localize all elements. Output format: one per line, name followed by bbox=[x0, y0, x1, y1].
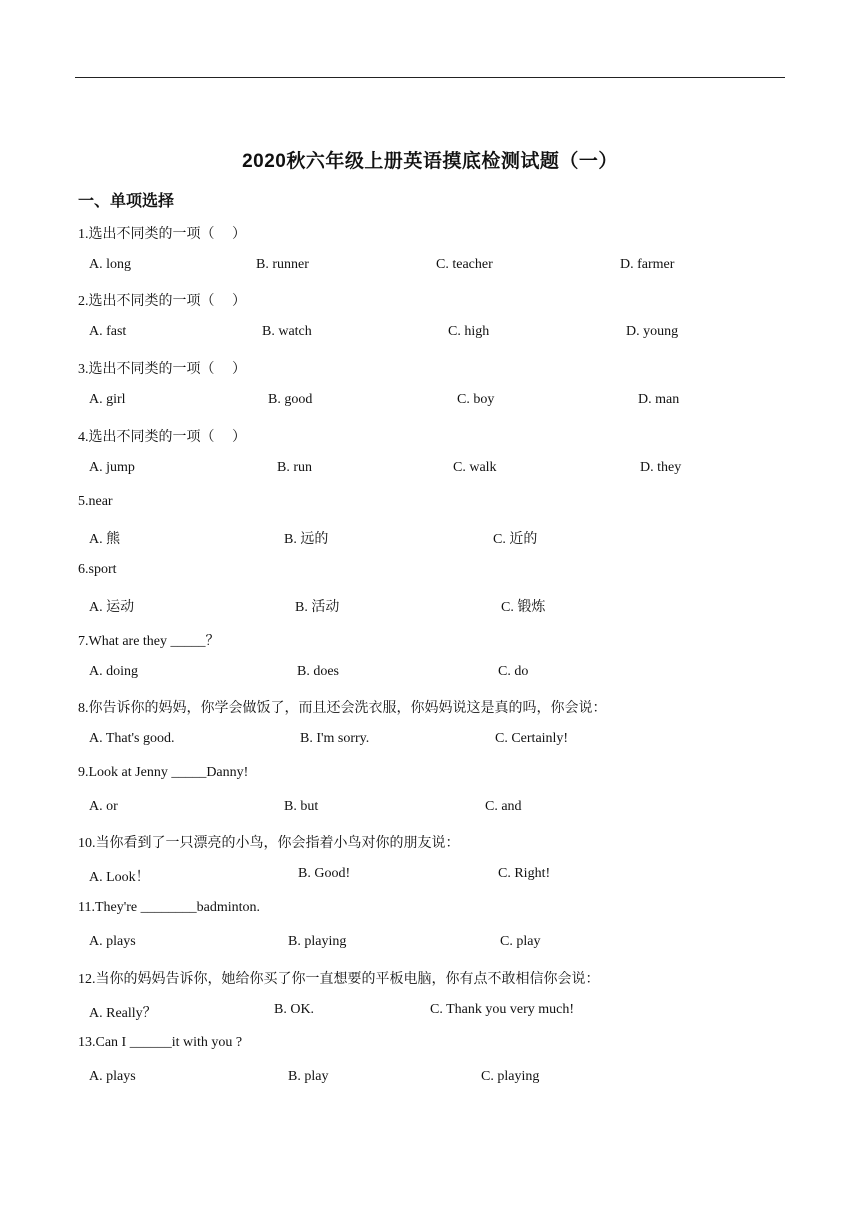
answer-option: C. do bbox=[498, 664, 529, 679]
question-stem: 1.选出不同类的一项（ ） bbox=[78, 227, 246, 242]
question-stem: 2.选出不同类的一项（ ） bbox=[78, 294, 246, 309]
answer-option: A. or bbox=[89, 799, 118, 814]
answer-option: B. playing bbox=[288, 934, 347, 949]
answer-option: C. Certainly! bbox=[495, 731, 569, 746]
answer-option: B. 远的 bbox=[284, 532, 329, 547]
answer-option: C. play bbox=[500, 934, 541, 949]
answer-option: A. plays bbox=[89, 934, 136, 949]
answer-option: B. run bbox=[277, 460, 312, 475]
answer-option: B. good bbox=[268, 392, 313, 407]
answer-option: A. Really？ bbox=[89, 1006, 157, 1021]
question-stem: 3.选出不同类的一项（ ） bbox=[78, 362, 246, 377]
answer-option: A. 熊 bbox=[89, 532, 121, 547]
question-stem: 8.你告诉你的妈妈，你学会做饭了，而且还会洗衣服，你妈妈说这是真的吗，你会说： bbox=[78, 701, 607, 716]
answer-option: B. runner bbox=[256, 257, 309, 272]
answer-option: A. Look！ bbox=[89, 870, 150, 885]
answer-option: C. teacher bbox=[436, 257, 493, 272]
question-stem: 5.near bbox=[78, 494, 113, 509]
header-rule bbox=[75, 77, 785, 78]
question-stem: 12.当你的妈妈告诉你，她给你买了你一直想要的平板电脑，你有点不敢相信你会说： bbox=[78, 972, 600, 987]
answer-option: B. Good! bbox=[298, 866, 351, 881]
question-stem: 7.What are they _____？ bbox=[78, 634, 220, 649]
answer-option: D. young bbox=[626, 324, 679, 339]
answer-option: B. watch bbox=[262, 324, 312, 339]
section-heading: 一、单项选择 bbox=[78, 193, 175, 210]
answer-option: B. OK. bbox=[274, 1002, 315, 1017]
question-stem: 13.Can I ______it with you ? bbox=[78, 1035, 243, 1050]
answer-option: B. play bbox=[288, 1069, 329, 1084]
answer-option: A. fast bbox=[89, 324, 127, 339]
answer-option: D. man bbox=[638, 392, 680, 407]
answer-option: B. 活动 bbox=[295, 600, 340, 615]
question-stem: 9.Look at Jenny _____Danny! bbox=[78, 765, 249, 780]
question-stem: 4.选出不同类的一项（ ） bbox=[78, 430, 246, 445]
answer-option: B. I'm sorry. bbox=[300, 731, 370, 746]
answer-option: C. and bbox=[485, 799, 522, 814]
answer-option: A. That's good. bbox=[89, 731, 175, 746]
answer-option: C. high bbox=[448, 324, 490, 339]
question-stem: 11.They're ________badminton. bbox=[78, 900, 261, 915]
answer-option: C. boy bbox=[457, 392, 495, 407]
answer-option: A. plays bbox=[89, 1069, 136, 1084]
answer-option: C. playing bbox=[481, 1069, 540, 1084]
answer-option: B. does bbox=[297, 664, 339, 679]
answer-option: C. 近的 bbox=[493, 532, 538, 547]
answer-option: A. doing bbox=[89, 664, 138, 679]
question-stem: 10.当你看到了一只漂亮的小鸟，你会指着小鸟对你的朋友说： bbox=[78, 836, 460, 851]
answer-option: C. Right! bbox=[498, 866, 551, 881]
answer-option: C. Thank you very much! bbox=[430, 1002, 574, 1017]
answer-option: B. but bbox=[284, 799, 319, 814]
answer-option: D. they bbox=[640, 460, 682, 475]
answer-option: A. girl bbox=[89, 392, 126, 407]
answer-option: D. farmer bbox=[620, 257, 675, 272]
question-stem: 6.sport bbox=[78, 562, 117, 577]
answer-option: C. 锻炼 bbox=[501, 600, 546, 615]
answer-option: A. jump bbox=[89, 460, 135, 475]
page-title: 2020秋六年级上册英语摸底检测试题（一） bbox=[242, 151, 618, 172]
answer-option: A. long bbox=[89, 257, 131, 272]
answer-option: C. walk bbox=[453, 460, 497, 475]
answer-option: A. 运动 bbox=[89, 600, 135, 615]
